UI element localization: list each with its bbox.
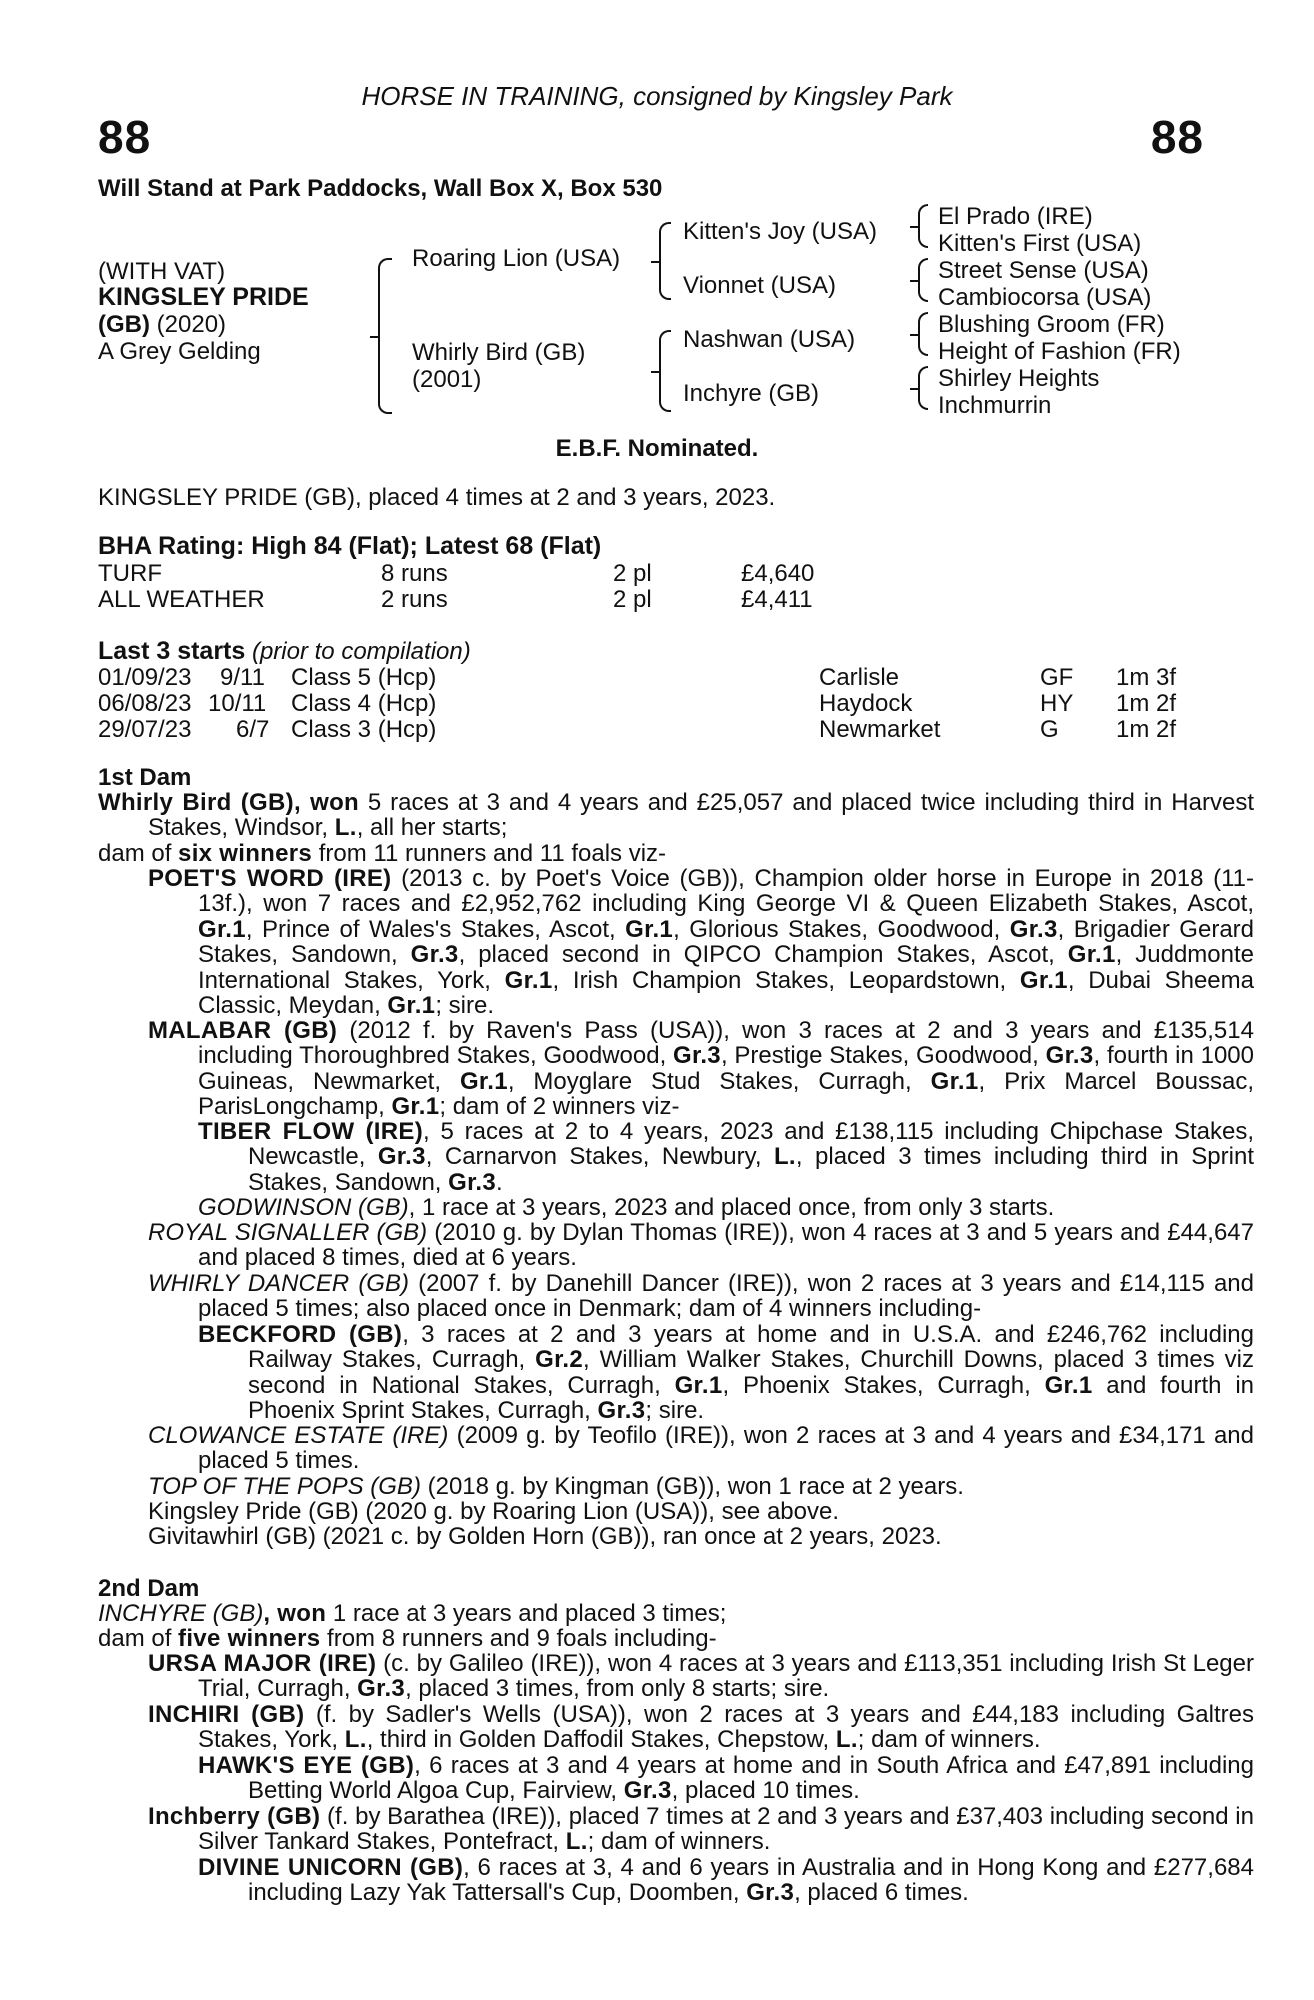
first-dam-heading: 1st Dam — [98, 764, 192, 791]
produce-poets-word: POET'S WORD (IRE) (2013 c. by Poet's Voice (GB)), Champion older horse in Europe in 2018 (11-13f.), won 7 races and £2,952,762 including King George VI & Queen Elizabeth Stakes, Ascot, Gr.1, Prince of Wales's Stakes, Ascot, Gr.1, Glorious Stakes, Goodwood, Gr.3, Brigadier Gerard Stakes, Sandown, Gr.3, placed second in QIPCO Champion Stakes, Ascot, Gr.1, Juddmonte International Stakes, York, Gr.1, Irish Champion Stakes, Leopardstown, Gr.1, Dubai Sheema Classic, Meydan, Gr.1; sire. — [148, 865, 1255, 1020]
produce-name: MALABAR (GB) — [148, 1017, 338, 1044]
produce-name: WHIRLY DANCER (GB) — [148, 1270, 409, 1297]
produce-name: HAWK'S EYE (GB) — [198, 1752, 415, 1779]
surface-aw-name: ALL WEATHER — [98, 586, 265, 613]
second-dam-paragraph: INCHYRE (GB), won 1 race at 3 years and placed 3 times; — [98, 1600, 727, 1627]
race-date: 29/07/23 — [98, 716, 192, 743]
last-starts-note: (prior to compilation) — [251, 638, 471, 665]
produce-beckford: BECKFORD (GB), 3 races at 2 and 3 years at home and in U.S.A. and £246,762 including Railway Stakes, Curragh, Gr.2, William Walker Stakes, Churchill Downs, placed 3 times viz second in National Stakes, Curragh, Gr.1, Phoenix Stakes, Curragh, Gr.1 and fourth in Phoenix Sprint Stakes, Curragh, Gr.3; sire. — [198, 1321, 1254, 1425]
produce-name: ROYAL SIGNALLER (GB) — [148, 1219, 428, 1246]
race-summary: KINGSLEY PRIDE (GB), placed 4 times at 2 and 3 years, 2023. — [98, 484, 776, 511]
produce-name: DIVINE UNICORN (GB) — [198, 1854, 464, 1881]
race-position: 10/11 — [208, 690, 267, 717]
produce-name: INCHIRI (GB) — [148, 1701, 305, 1728]
second-dam-heading: 2nd Dam — [98, 1575, 200, 1602]
first-dam-paragraph: Whirly Bird (GB), won 5 races at 3 and 4 years and £25,057 and placed twice including third in Harvest Stakes, Windsor, L., all her starts; — [98, 789, 1254, 842]
pedigree-g4: Cambiocorsa (USA) — [938, 284, 1152, 311]
pedigree-g5: Blushing Groom (FR) — [938, 311, 1165, 338]
surface-turf-name: TURF — [98, 560, 162, 587]
produce-name: GODWINSON (GB) — [198, 1194, 409, 1221]
race-going: G — [1040, 716, 1059, 743]
pedigree-sire-sire: Kitten's Joy (USA) — [683, 218, 877, 245]
second-dam-name: INCHYRE (GB) — [98, 1600, 264, 1627]
lot-number-left: 88 — [98, 111, 152, 163]
produce-kingsley-pride: Kingsley Pride (GB) (2020 g. by Roaring Lion (USA)), see above. — [148, 1498, 839, 1525]
produce-divine-unicorn: DIVINE UNICORN (GB), 6 races at 3, 4 and 6 years in Australia and in Hong Kong and £277,684 including Lazy Yak Tattersall's Cup, Doomben, Gr.3, placed 6 times. — [198, 1854, 1254, 1907]
pedigree-dam-year: (2001) — [412, 366, 482, 393]
pedigree-dam-sire: Nashwan (USA) — [683, 326, 856, 353]
produce-whirly-dancer: WHIRLY DANCER (GB) (2007 f. by Danehill Dancer (IRE)), won 2 races at 3 years and £14,115 and placed 5 times; also placed once in Denmark; dam of 4 winners including- — [148, 1270, 1254, 1323]
race-position: 9/11 — [220, 664, 265, 691]
second-dam-produce-summary: dam of five winners from 8 runners and 9 foals including- — [98, 1625, 717, 1652]
pedigree-g8: Inchmurrin — [938, 392, 1052, 419]
race-date: 01/09/23 — [98, 664, 192, 691]
surface-aw-runs: 2 runs — [381, 586, 448, 613]
pedigree-bracket-sire — [659, 222, 671, 300]
surface-turf-placed: 2 pl — [613, 560, 652, 587]
pedigree-bracket-dam — [659, 330, 671, 412]
vat-note: (WITH VAT) — [98, 258, 226, 285]
race-going: HY — [1040, 690, 1074, 717]
pedigree-bracket-g2 — [918, 258, 928, 302]
race-class: Class 5 (Hcp) — [291, 664, 437, 691]
produce-hawks-eye: HAWK'S EYE (GB), 6 races at 3 and 4 years at home and in South Africa and £47,891 including Betting World Algoa Cup, Fairview, Gr.3, placed 10 times. — [198, 1752, 1254, 1805]
last-starts-title: Last 3 starts — [98, 637, 246, 665]
race-course: Haydock — [819, 690, 913, 717]
pedigree-dam: Whirly Bird (GB) — [412, 339, 586, 366]
pedigree-sire-dam: Vionnet (USA) — [683, 272, 836, 299]
surface-aw-earnings: £4,411 — [741, 586, 813, 613]
pedigree-bracket-main — [378, 258, 392, 414]
produce-name: URSA MAJOR (IRE) — [148, 1650, 377, 1677]
produce-name: CLOWANCE ESTATE (IRE) — [148, 1422, 449, 1449]
produce-inchiri: INCHIRI (GB) (f. by Sadler's Wells (USA)), won 2 races at 3 years and £44,183 including Galtres Stakes, York, L., third in Golden Daffodil Stakes, Chepstow, L.; dam of winners. — [148, 1701, 1254, 1754]
produce-top-of-the-pops: TOP OF THE POPS (GB) (2018 g. by Kingman (GB)), won 1 race at 2 years. — [148, 1473, 964, 1500]
surface-turf-runs: 8 runs — [381, 560, 448, 587]
produce-name: Inchberry (GB) — [148, 1803, 321, 1830]
bha-rating: BHA Rating: High 84 (Flat); Latest 68 (Flat) — [98, 532, 602, 560]
race-position: 6/7 — [236, 716, 270, 743]
pedigree-g6: Height of Fashion (FR) — [938, 338, 1181, 365]
last-starts-heading — [98, 639, 471, 664]
horse-origin: (GB) — [98, 311, 150, 338]
race-date: 06/08/23 — [98, 690, 192, 717]
pedigree-sire: Roaring Lion (USA) — [412, 245, 621, 272]
stand-location: Will Stand at Park Paddocks, Wall Box X, Box 530 — [98, 175, 663, 202]
pedigree-bracket-g3 — [918, 312, 928, 356]
pedigree-g7: Shirley Heights — [938, 365, 1100, 392]
produce-inchberry: Inchberry (GB) (f. by Barathea (IRE)), placed 7 times at 2 and 3 years and £37,403 including second in Silver Tankard Stakes, Pontefract, L.; dam of winners. — [148, 1803, 1254, 1856]
first-dam-produce-summary: dam of six winners from 11 runners and 11 foals viz- — [98, 840, 667, 867]
surface-turf-earnings: £4,640 — [741, 560, 815, 587]
race-distance: 1m 3f — [1116, 664, 1177, 691]
first-dam-name: Whirly Bird (GB) — [98, 789, 294, 816]
pedigree-g1: El Prado (IRE) — [938, 203, 1093, 230]
pedigree-g2: Kitten's First (USA) — [938, 230, 1142, 257]
surface-aw-placed: 2 pl — [613, 586, 652, 613]
produce-clowance-estate: CLOWANCE ESTATE (IRE) (2009 g. by Teofilo (IRE)), won 2 races at 3 and 4 years and £34,171 and placed 5 times. — [148, 1422, 1254, 1475]
produce-godwinson: GODWINSON (GB), 1 race at 3 years, 2023 and placed once, from only 3 starts. — [198, 1194, 1055, 1221]
race-class: Class 4 (Hcp) — [291, 690, 437, 717]
race-going: GF — [1040, 664, 1074, 691]
horse-description: A Grey Gelding — [98, 338, 261, 365]
produce-name: POET'S WORD (IRE) — [148, 865, 392, 892]
produce-tiber-flow: TIBER FLOW (IRE), 5 races at 2 to 4 years, 2023 and £138,115 including Chipchase Stakes, Newcastle, Gr.3, Carnarvon Stakes, Newbury, L., placed 3 times including third in Sprint Stakes, Sandown, Gr.3. — [198, 1118, 1254, 1196]
pedigree-bracket-g4 — [918, 366, 928, 410]
race-distance: 1m 2f — [1116, 690, 1177, 717]
race-course: Newmarket — [819, 716, 941, 743]
produce-royal-signaller: ROYAL SIGNALLER (GB) (2010 g. by Dylan Thomas (IRE)), won 4 races at 3 and 5 years and £44,647 and placed 8 times, died at 6 years. — [148, 1219, 1254, 1272]
produce-malabar: MALABAR (GB) (2012 f. by Raven's Pass (USA)), won 3 races at 2 and 3 years and £135,514 including Thoroughbred Stakes, Goodwood, Gr.3, Prestige Stakes, Goodwood, Gr.3, fourth in 1000 Guineas, Newmarket, Gr.1, Moyglare Stud Stakes, Curragh, Gr.1, Prix Marcel Boussac, ParisLongchamp, Gr.1; dam of 2 winners viz- — [148, 1017, 1255, 1121]
horse-year: (2020) — [156, 311, 227, 338]
race-distance: 1m 2f — [1116, 716, 1177, 743]
race-course: Carlisle — [819, 664, 900, 691]
catalogue-header: HORSE IN TRAINING, consigned by Kingsley Park — [361, 81, 953, 111]
horse-name: KINGSLEY PRIDE — [98, 283, 309, 311]
pedigree-dam-dam: Inchyre (GB) — [683, 380, 820, 407]
produce-ursa-major: URSA MAJOR (IRE) (c. by Galileo (IRE)), won 4 races at 3 years and £113,351 including Irish St Leger Trial, Curragh, Gr.3, placed 3 times, from only 8 starts; sire. — [148, 1650, 1254, 1703]
ebf-nominated: E.B.F. Nominated. — [555, 435, 759, 462]
horse-origin-year — [98, 311, 226, 338]
race-class: Class 3 (Hcp) — [291, 716, 437, 743]
produce-name: BECKFORD (GB) — [198, 1321, 403, 1348]
produce-givitawhirl: Givitawhirl (GB) (2021 c. by Golden Horn (GB)), ran once at 2 years, 2023. — [148, 1523, 942, 1550]
produce-name: TIBER FLOW (IRE) — [198, 1118, 424, 1145]
produce-name: TOP OF THE POPS (GB) — [148, 1473, 421, 1500]
lot-number-right: 88 — [1150, 111, 1204, 163]
pedigree-bracket-g1 — [918, 204, 928, 248]
pedigree-g3: Street Sense (USA) — [938, 257, 1149, 284]
